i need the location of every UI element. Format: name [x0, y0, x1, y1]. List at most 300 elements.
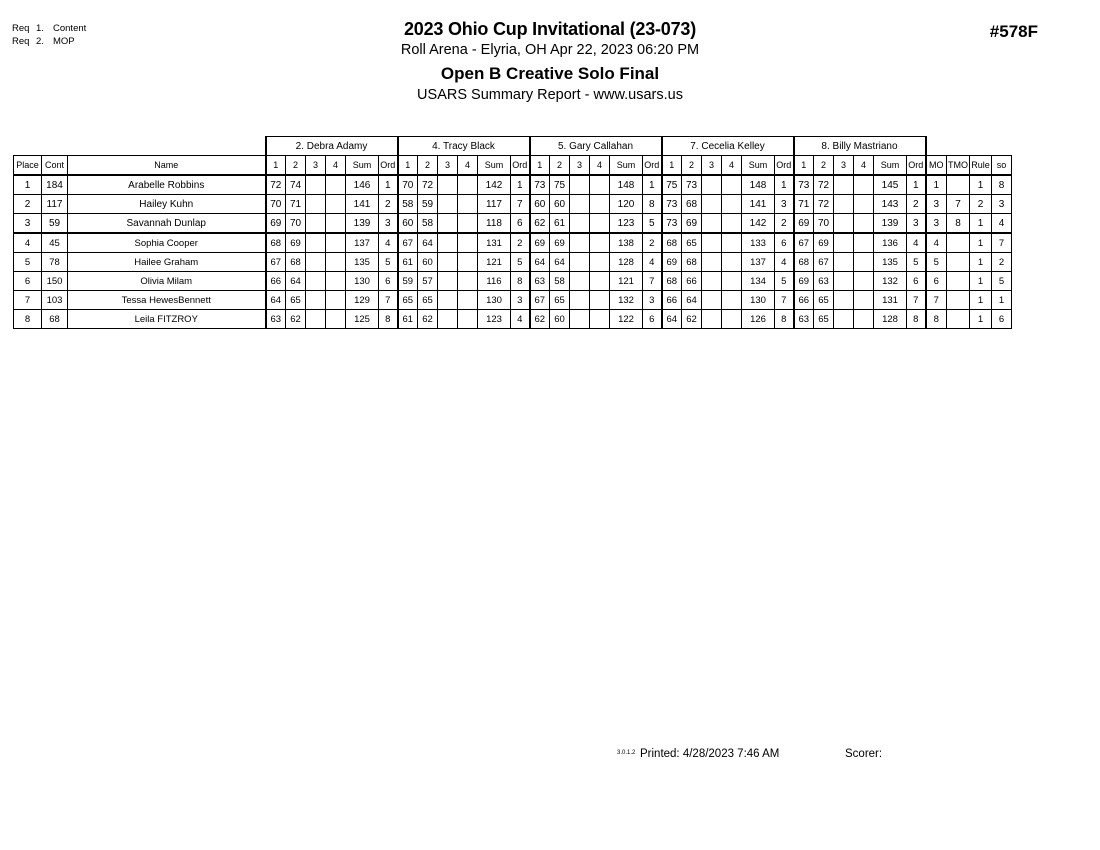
cell-ord: 3	[511, 291, 530, 310]
cell-ord: 6	[907, 272, 926, 291]
cell-score: 62	[530, 214, 550, 234]
cell-sum: 139	[874, 214, 907, 234]
cell-tmo	[947, 175, 970, 195]
cell-sum: 137	[742, 253, 775, 272]
cell-so: 5	[992, 272, 1012, 291]
cell-so: 1	[992, 291, 1012, 310]
cell-score: 61	[398, 310, 418, 329]
cell-ord: 2	[775, 214, 794, 234]
cell-sum: 132	[610, 291, 643, 310]
cell-score	[570, 195, 590, 214]
cell-score: 69	[550, 233, 570, 253]
cell-score: 66	[266, 272, 286, 291]
requirement-number: 2.	[36, 36, 44, 47]
cell-cont: 184	[42, 175, 68, 195]
cell-score: 65	[398, 291, 418, 310]
cell-ord: 6	[511, 214, 530, 234]
cell-score: 67	[814, 253, 834, 272]
cell-rule: 2	[970, 195, 992, 214]
cell-cont: 78	[42, 253, 68, 272]
cell-name: Arabelle Robbins	[68, 175, 266, 195]
cell-score	[702, 175, 722, 195]
cell-score	[854, 272, 874, 291]
cell-score: 63	[266, 310, 286, 329]
cell-score	[702, 291, 722, 310]
cell-score: 65	[682, 233, 702, 253]
cell-score: 66	[682, 272, 702, 291]
cell-score	[570, 233, 590, 253]
cell-score: 66	[794, 291, 814, 310]
competition-title: 2023 Ohio Cup Invitational (23-073)	[403, 19, 697, 39]
cell-score	[438, 214, 458, 234]
cell-sum: 128	[874, 310, 907, 329]
column-header-tmo: TMO	[947, 156, 970, 176]
cell-score	[854, 214, 874, 234]
cell-score	[438, 175, 458, 195]
cell-score	[306, 214, 326, 234]
cell-ord: 7	[907, 291, 926, 310]
table-row	[14, 214, 1012, 234]
cell-cont: 103	[42, 291, 68, 310]
cell-sum: 126	[742, 310, 775, 329]
column-header-ord: Ord	[511, 156, 530, 176]
cell-mo: 8	[926, 310, 947, 329]
cell-name: Tessa HewesBennett	[68, 291, 266, 310]
cell-score: 68	[794, 253, 814, 272]
cell-mo: 4	[926, 233, 947, 253]
cell-rule: 1	[970, 233, 992, 253]
cell-score: 73	[530, 175, 550, 195]
cell-score: 64	[662, 310, 682, 329]
cell-score: 73	[662, 195, 682, 214]
column-header-score-3: 3	[306, 156, 326, 176]
cell-score: 57	[418, 272, 438, 291]
cell-ord: 1	[643, 175, 662, 195]
cell-name: Olivia Milam	[68, 272, 266, 291]
cell-score	[326, 233, 346, 253]
cell-ord: 3	[643, 291, 662, 310]
cell-score: 64	[530, 253, 550, 272]
cell-score: 64	[418, 233, 438, 253]
cell-score	[306, 175, 326, 195]
cell-score: 69	[682, 214, 702, 234]
results-table-body	[14, 175, 1012, 329]
cell-mo: 7	[926, 291, 947, 310]
cell-name: Savannah Dunlap	[68, 214, 266, 234]
cell-sum: 121	[610, 272, 643, 291]
cell-sum: 123	[610, 214, 643, 234]
column-header-sum: Sum	[478, 156, 511, 176]
cell-score	[702, 310, 722, 329]
column-header-sum: Sum	[742, 156, 775, 176]
cell-rule: 1	[970, 253, 992, 272]
software-version: 3.0.1.2	[617, 750, 636, 756]
cell-so: 4	[992, 214, 1012, 234]
cell-score	[722, 253, 742, 272]
cell-cont: 59	[42, 214, 68, 234]
cell-score: 68	[682, 253, 702, 272]
cell-ord: 5	[775, 272, 794, 291]
cell-score	[854, 253, 874, 272]
cell-place: 2	[14, 195, 42, 214]
cell-score	[326, 272, 346, 291]
cell-sum: 143	[874, 195, 907, 214]
judge-header: 8. Billy Mastriano	[794, 137, 926, 156]
column-header-cont: Cont	[42, 156, 68, 176]
cell-score: 63	[794, 310, 814, 329]
column-header-score-2: 2	[286, 156, 306, 176]
cell-score: 75	[662, 175, 682, 195]
cell-score	[438, 310, 458, 329]
cell-score: 60	[550, 195, 570, 214]
cell-sum: 130	[478, 291, 511, 310]
cell-ord: 5	[511, 253, 530, 272]
column-header-rule: Rule	[970, 156, 992, 176]
requirement-number: 1.	[36, 23, 44, 34]
cell-score: 71	[794, 195, 814, 214]
cell-score	[458, 272, 478, 291]
cell-score: 61	[550, 214, 570, 234]
cell-score	[458, 214, 478, 234]
column-header-sum: Sum	[346, 156, 379, 176]
event-title: Open B Creative Solo Final	[440, 64, 660, 83]
cell-score	[570, 291, 590, 310]
cell-score	[438, 272, 458, 291]
cell-score	[834, 233, 854, 253]
cell-sum: 123	[478, 310, 511, 329]
cell-score: 70	[814, 214, 834, 234]
cell-ord: 3	[907, 214, 926, 234]
report-subtitle: USARS Summary Report - www.usars.us	[417, 87, 683, 103]
column-header-score-2: 2	[550, 156, 570, 176]
cell-sum: 128	[610, 253, 643, 272]
cell-ord: 1	[907, 175, 926, 195]
cell-score	[306, 195, 326, 214]
cell-mo: 3	[926, 214, 947, 234]
cell-sum: 131	[478, 233, 511, 253]
cell-ord: 2	[907, 195, 926, 214]
cell-score: 59	[418, 195, 438, 214]
cell-score: 65	[814, 291, 834, 310]
cell-sum: 139	[346, 214, 379, 234]
cell-score	[590, 253, 610, 272]
cell-place: 7	[14, 291, 42, 310]
cell-score: 69	[794, 214, 814, 234]
cell-score	[570, 310, 590, 329]
cell-mo: 6	[926, 272, 947, 291]
cell-score: 63	[814, 272, 834, 291]
cell-ord: 8	[379, 310, 398, 329]
table-row	[14, 253, 1012, 272]
column-header-score-3: 3	[570, 156, 590, 176]
table-row	[14, 310, 1012, 329]
cell-score	[702, 253, 722, 272]
cell-score: 65	[814, 310, 834, 329]
cell-score: 73	[682, 175, 702, 195]
cell-score: 63	[530, 272, 550, 291]
requirement-text: Content	[53, 23, 87, 34]
cell-score	[306, 310, 326, 329]
cell-score	[590, 233, 610, 253]
cell-score	[590, 291, 610, 310]
judge-header: 5. Gary Callahan	[530, 137, 662, 156]
cell-score: 61	[398, 253, 418, 272]
cell-sum: 138	[610, 233, 643, 253]
cell-score	[326, 291, 346, 310]
judge-header: 2. Debra Adamy	[266, 137, 398, 156]
cell-sum: 137	[346, 233, 379, 253]
cell-name: Leila FITZROY	[68, 310, 266, 329]
cell-score	[590, 175, 610, 195]
cell-score	[570, 175, 590, 195]
cell-ord: 4	[643, 253, 662, 272]
cell-score: 64	[286, 272, 306, 291]
column-header-score-4: 4	[722, 156, 742, 176]
cell-score	[722, 195, 742, 214]
cell-sum: 117	[478, 195, 511, 214]
cell-score	[834, 272, 854, 291]
cell-tmo	[947, 253, 970, 272]
cell-tmo: 8	[947, 214, 970, 234]
column-header-ord: Ord	[775, 156, 794, 176]
cell-score: 68	[662, 233, 682, 253]
cell-score: 62	[286, 310, 306, 329]
cell-place: 5	[14, 253, 42, 272]
cell-score: 65	[286, 291, 306, 310]
cell-ord: 7	[379, 291, 398, 310]
cell-ord: 2	[511, 233, 530, 253]
cell-score: 60	[398, 214, 418, 234]
cell-ord: 6	[775, 233, 794, 253]
column-header-score-2: 2	[418, 156, 438, 176]
cell-score: 62	[682, 310, 702, 329]
cell-score: 64	[266, 291, 286, 310]
cell-sum: 136	[874, 233, 907, 253]
cell-score: 70	[286, 214, 306, 234]
cell-score: 69	[794, 272, 814, 291]
cell-mo: 1	[926, 175, 947, 195]
spacer-cell	[14, 137, 42, 156]
judge-header: 4. Tracy Black	[398, 137, 530, 156]
cell-score	[306, 291, 326, 310]
report-header	[0, 18, 1100, 106]
column-header-ord: Ord	[907, 156, 926, 176]
cell-rule: 1	[970, 214, 992, 234]
cell-score: 58	[398, 195, 418, 214]
cell-score: 72	[266, 175, 286, 195]
spacer-cell	[947, 137, 970, 156]
column-header-mo: MO	[926, 156, 947, 176]
cell-place: 3	[14, 214, 42, 234]
cell-score: 72	[814, 175, 834, 195]
cell-ord: 7	[511, 195, 530, 214]
cell-mo: 5	[926, 253, 947, 272]
cell-so: 7	[992, 233, 1012, 253]
cell-score	[438, 195, 458, 214]
cell-sum: 141	[346, 195, 379, 214]
cell-score	[722, 291, 742, 310]
cell-score	[458, 175, 478, 195]
cell-rule: 1	[970, 291, 992, 310]
cell-score: 60	[530, 195, 550, 214]
cell-score	[834, 253, 854, 272]
cell-sum: 145	[874, 175, 907, 195]
cell-cont: 68	[42, 310, 68, 329]
cell-score	[326, 175, 346, 195]
cell-cont: 117	[42, 195, 68, 214]
cell-score	[438, 253, 458, 272]
cell-score	[834, 195, 854, 214]
column-header-score-4: 4	[458, 156, 478, 176]
spacer-cell	[68, 137, 266, 156]
cell-score	[590, 272, 610, 291]
cell-name: Hailee Graham	[68, 253, 266, 272]
cell-sum: 142	[742, 214, 775, 234]
column-header-sum: Sum	[874, 156, 907, 176]
spacer-cell	[992, 137, 1012, 156]
cell-score	[458, 291, 478, 310]
cell-so: 6	[992, 310, 1012, 329]
cell-sum: 148	[610, 175, 643, 195]
cell-score	[722, 214, 742, 234]
column-header-score-3: 3	[438, 156, 458, 176]
cell-score: 74	[286, 175, 306, 195]
cell-ord: 3	[379, 214, 398, 234]
column-header-score-4: 4	[326, 156, 346, 176]
column-header-name: Name	[68, 156, 266, 176]
cell-score: 62	[530, 310, 550, 329]
column-header-ord: Ord	[643, 156, 662, 176]
cell-so: 8	[992, 175, 1012, 195]
cell-sum: 135	[346, 253, 379, 272]
cell-ord: 3	[775, 195, 794, 214]
cell-score: 58	[418, 214, 438, 234]
column-header-sum: Sum	[610, 156, 643, 176]
cell-ord: 4	[907, 233, 926, 253]
table-row	[14, 175, 1012, 195]
cell-score	[570, 214, 590, 234]
cell-ord: 7	[643, 272, 662, 291]
cell-sum: 130	[346, 272, 379, 291]
cell-tmo	[947, 291, 970, 310]
cell-score	[834, 291, 854, 310]
cell-ord: 2	[379, 195, 398, 214]
column-header-score-4: 4	[854, 156, 874, 176]
results-table-wrapper	[13, 136, 1012, 329]
cell-score: 60	[418, 253, 438, 272]
cell-ord: 8	[907, 310, 926, 329]
cell-tmo	[947, 272, 970, 291]
cell-sum: 131	[874, 291, 907, 310]
cell-score	[326, 214, 346, 234]
cell-sum: 142	[478, 175, 511, 195]
cell-score: 67	[794, 233, 814, 253]
cell-score: 69	[662, 253, 682, 272]
cell-score: 72	[814, 195, 834, 214]
cell-sum: 121	[478, 253, 511, 272]
printed-timestamp: Printed: 4/28/2023 7:46 AM	[640, 748, 780, 760]
cell-score	[854, 291, 874, 310]
column-header-score-4: 4	[590, 156, 610, 176]
cell-rule: 1	[970, 175, 992, 195]
cell-place: 8	[14, 310, 42, 329]
cell-score	[702, 214, 722, 234]
cell-score: 67	[530, 291, 550, 310]
cell-score: 75	[550, 175, 570, 195]
column-header-score-1: 1	[266, 156, 286, 176]
cell-ord: 5	[643, 214, 662, 234]
cell-sum: 130	[742, 291, 775, 310]
cell-ord: 4	[379, 233, 398, 253]
column-header-place: Place	[14, 156, 42, 176]
cell-sum: 135	[874, 253, 907, 272]
cell-sum: 132	[874, 272, 907, 291]
cell-ord: 1	[379, 175, 398, 195]
cell-rule: 1	[970, 272, 992, 291]
cell-score	[854, 175, 874, 195]
column-header-so: so	[992, 156, 1012, 176]
cell-score	[458, 233, 478, 253]
table-row	[14, 291, 1012, 310]
cell-ord: 8	[511, 272, 530, 291]
cell-score	[570, 253, 590, 272]
spacer-cell	[970, 137, 992, 156]
cell-score	[306, 272, 326, 291]
cell-score	[854, 195, 874, 214]
cell-score	[702, 233, 722, 253]
cell-score: 70	[398, 175, 418, 195]
cell-score	[834, 214, 854, 234]
cell-ord: 2	[643, 233, 662, 253]
cell-score	[458, 253, 478, 272]
cell-score	[590, 214, 610, 234]
cell-score	[458, 195, 478, 214]
cell-score	[590, 195, 610, 214]
cell-score	[722, 272, 742, 291]
scorer-label: Scorer:	[845, 748, 883, 760]
cell-score: 69	[814, 233, 834, 253]
results-table	[13, 136, 1012, 329]
cell-score	[722, 175, 742, 195]
cell-sum: 148	[742, 175, 775, 195]
spacer-cell	[42, 137, 68, 156]
cell-score: 64	[550, 253, 570, 272]
cell-score: 69	[266, 214, 286, 234]
cell-score: 68	[266, 233, 286, 253]
cell-ord: 5	[379, 253, 398, 272]
column-header-score-1: 1	[398, 156, 418, 176]
cell-sum: 134	[742, 272, 775, 291]
cell-tmo	[947, 310, 970, 329]
cell-tmo	[947, 233, 970, 253]
cell-sum: 133	[742, 233, 775, 253]
cell-score	[722, 310, 742, 329]
cell-score: 67	[398, 233, 418, 253]
cell-score: 68	[286, 253, 306, 272]
cell-score	[326, 253, 346, 272]
cell-ord: 7	[775, 291, 794, 310]
cell-score	[438, 291, 458, 310]
cell-sum: 120	[610, 195, 643, 214]
cell-ord: 6	[643, 310, 662, 329]
table-row	[14, 272, 1012, 291]
cell-so: 2	[992, 253, 1012, 272]
cell-place: 4	[14, 233, 42, 253]
cell-score	[590, 310, 610, 329]
cell-score	[834, 175, 854, 195]
column-header-ord: Ord	[379, 156, 398, 176]
requirement-label: Req	[12, 36, 30, 47]
